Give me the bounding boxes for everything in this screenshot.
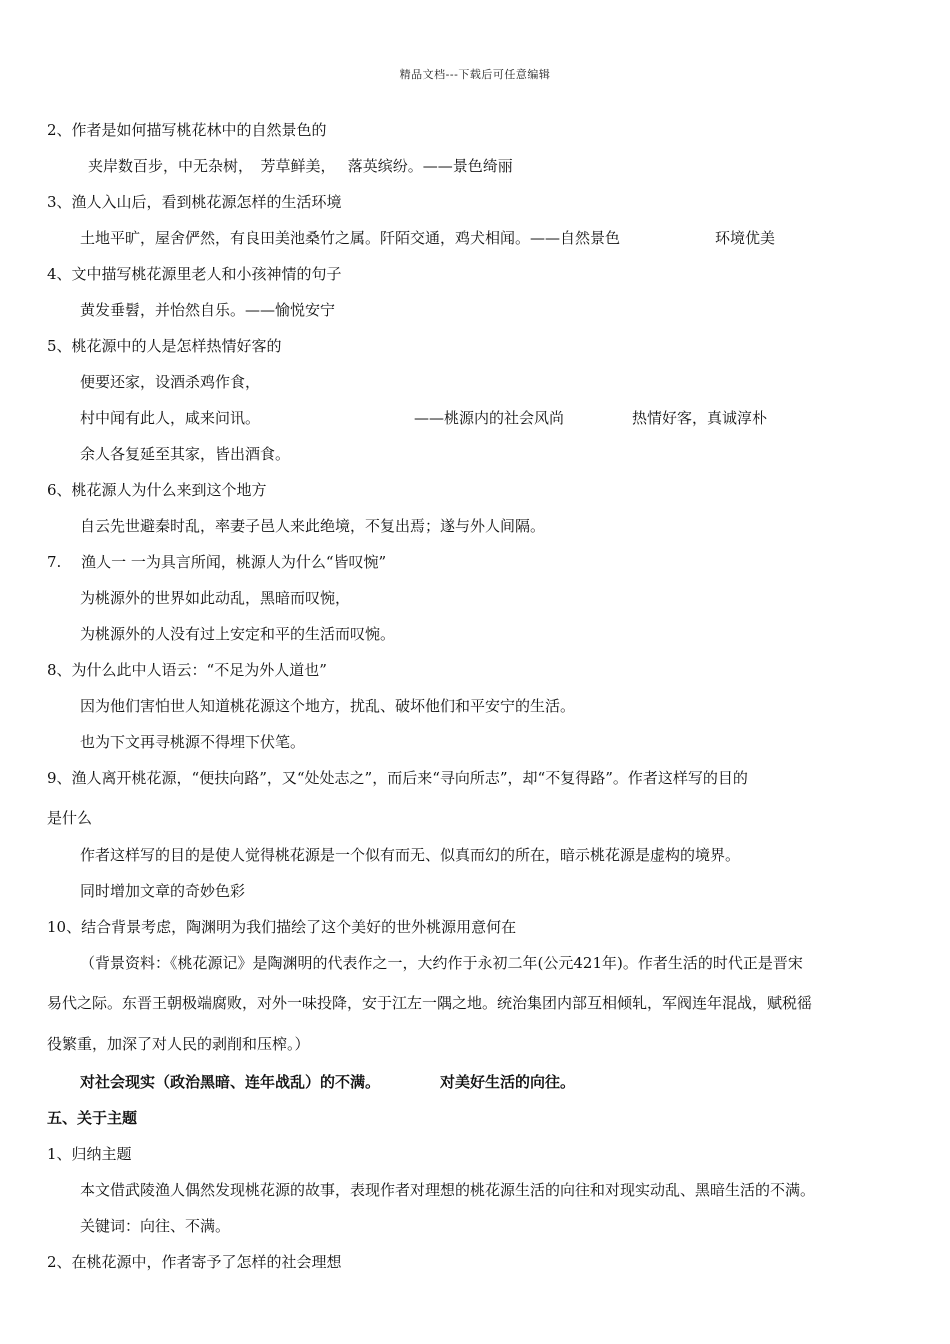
answer-2: 夹岸数百步，中无杂树， 芳草鲜美， 落英缤纷。——景色绮丽 — [88, 157, 513, 175]
theme-keywords: 关键词：向往、不满。 — [80, 1217, 231, 1235]
answer-8-line-2: 也为下文再寻桃源不得埋下伏笔。 — [80, 733, 306, 751]
background-line-1: （背景资料：《桃花源记》是陶渊明的代表作之一，大约作于永初二年(公元421年)。作者生活的时代正是晋宋 — [80, 954, 803, 972]
question-7: 7. 渔人一 一为具言所闻，桃源人为什么“皆叹惋” — [47, 553, 387, 571]
answer-8-line-1: 因为他们害怕世人知道桃花源这个地方，扰乱、破坏他们和平安宁的生活。 — [80, 697, 576, 715]
question-8: 8、为什么此中人语云：“不足为外人道也” — [47, 661, 327, 679]
answer-9-line-2: 同时增加文章的奇妙色彩 — [80, 882, 246, 900]
answer-9-line-1: 作者这样写的目的是使人觉得桃花源是一个似有而无、似真而幻的所在，暗示桃花源是虚构的境界。 — [80, 846, 741, 864]
theme-answer-1: 本文借武陵渔人偶然发现桃花源的故事，表现作者对理想的桃花源生活的向往和对现实动乱、黑暗生活的不满。 — [80, 1181, 816, 1199]
question-9-line-2: 是什么 — [47, 809, 93, 827]
answer-4: 黄发垂髫，并怡然自乐。——愉悦安宁 — [80, 301, 336, 319]
answer-5-summary: ——桃源内的社会风尚 — [414, 409, 565, 427]
question-6: 6、桃花源人为什么来到这个地方 — [47, 481, 267, 499]
answer-6: 自云先世避秦时乱，率妻子邑人来此绝境，不复出焉；遂与外人间隔。 — [80, 517, 546, 535]
answer-7-line-2: 为桃源外的人没有过上安定和平的生活而叹惋。 — [80, 625, 396, 643]
theme-question-2: 2、在桃花源中，作者寄予了怎样的社会理想 — [47, 1253, 342, 1271]
question-2: 2、作者是如何描写桃花林中的自然景色的 — [47, 121, 327, 139]
background-line-3: 役繁重，加深了对人民的剥削和压榨。） — [47, 1035, 310, 1053]
question-4: 4、文中描写桃花源里老人和小孩神情的句子 — [47, 265, 342, 283]
section-5-heading: 五、关于主题 — [47, 1109, 138, 1127]
answer-5-line-3: 余人各复延至其家，皆出酒食。 — [80, 445, 291, 463]
answer-7-line-1: 为桃源外的世界如此动乱，黑暗而叹惋， — [80, 589, 351, 607]
answer-5-tag: 热情好客，真诚淳朴 — [632, 409, 768, 427]
question-3: 3、渔人入山后，看到桃花源怎样的生活环境 — [47, 193, 342, 211]
answer-5-line-1: 便要还家，设酒杀鸡作食， — [80, 373, 261, 391]
answer-3: 土地平旷，屋舍俨然，有良田美池桑竹之属。阡陌交通，鸡犬相闻。——自然景色 — [80, 229, 621, 247]
question-9-line-1: 9、渔人离开桃花源，“便扶向路”，又“处处志之”，而后来“寻向所志”，却“不复得路”。作者这样写的目的 — [47, 769, 748, 787]
answer-10-part-1: 对社会现实（政治黑暗、连年战乱）的不满。 — [80, 1073, 381, 1091]
answer-3-tag: 环境优美 — [715, 229, 776, 247]
background-line-2: 易代之际。东晋王朝极端腐败，对外一味投降，安于江左一隅之地。统治集团内部互相倾轧，军阀连年混战，赋税徭 — [47, 994, 813, 1012]
question-10: 10、结合背景考虑，陶渊明为我们描绘了这个美好的世外桃源用意何在 — [47, 918, 517, 936]
question-5: 5、桃花源中的人是怎样热情好客的 — [47, 337, 282, 355]
theme-question-1: 1、归纳主题 — [47, 1145, 132, 1163]
answer-10-part-2: 对美好生活的向往。 — [440, 1073, 576, 1091]
page-header: 精品文档---下载后可任意编辑 — [399, 68, 551, 81]
answer-5-line-2: 村中闻有此人，咸来问讯。 — [80, 409, 261, 427]
